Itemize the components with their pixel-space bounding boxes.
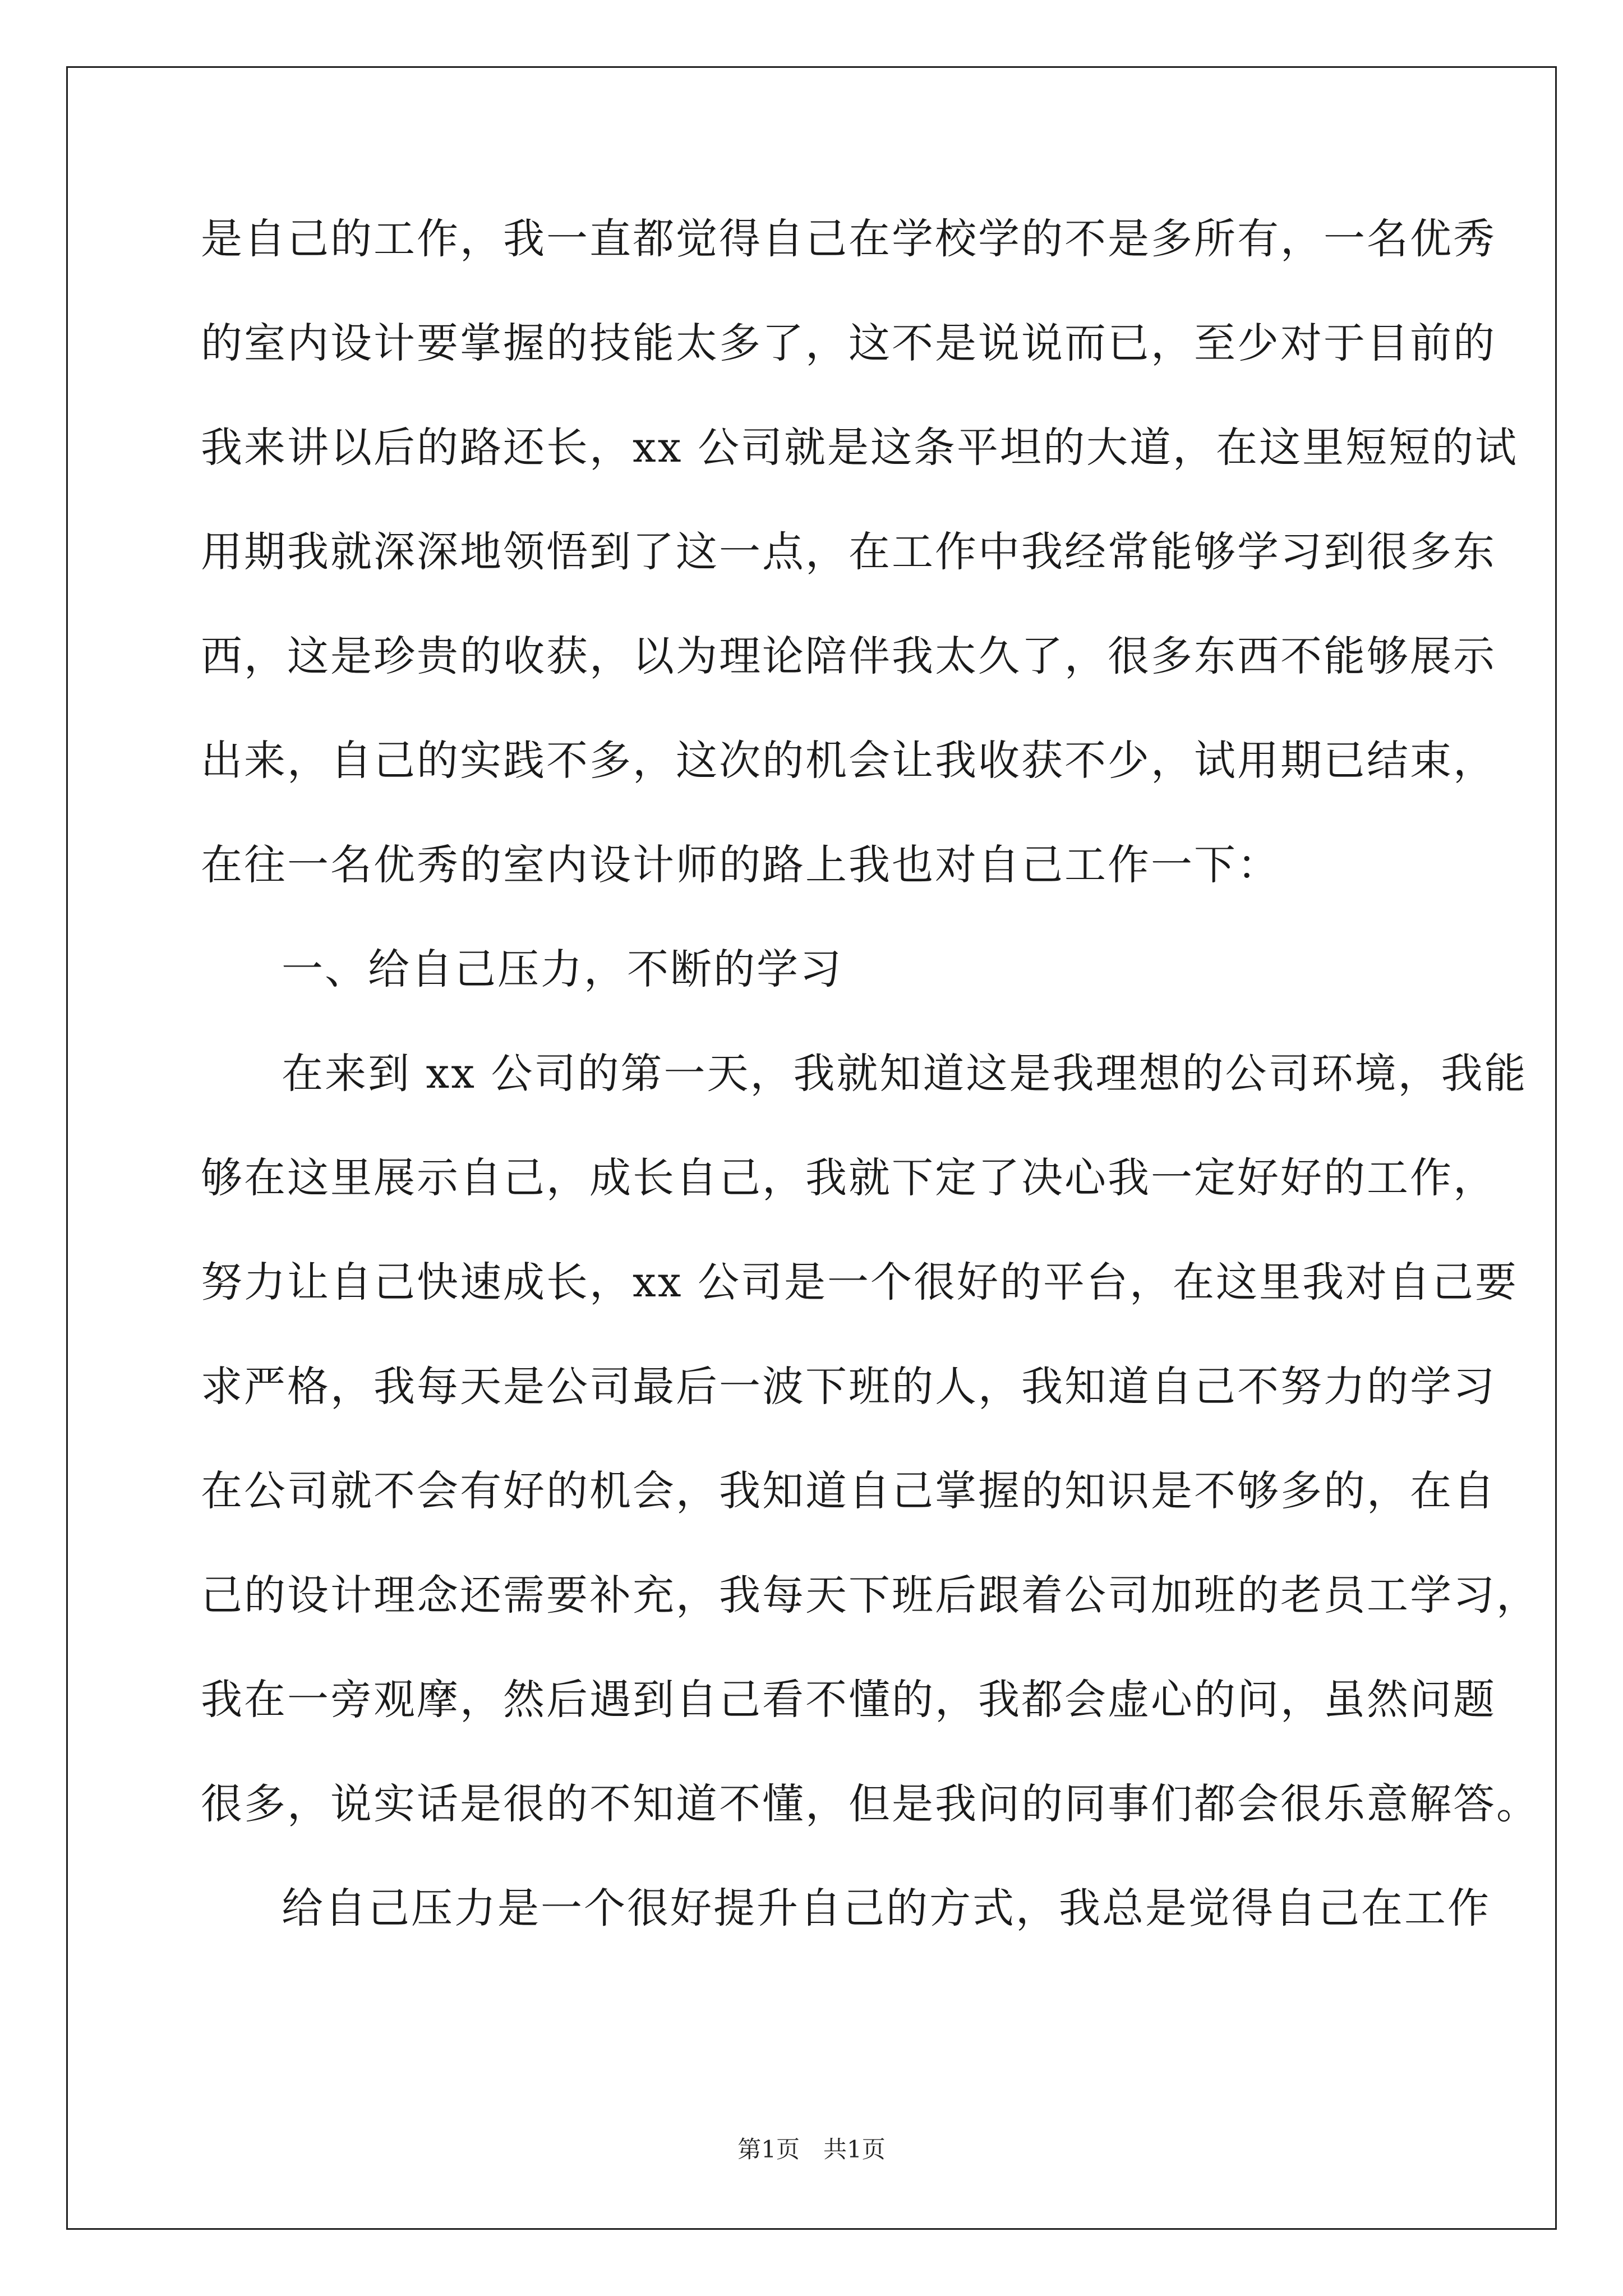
text-line: 很多，说实话是很的不知道不懂，但是我问的同事们都会很乐意解答。	[201, 1780, 1539, 1828]
text-line: 是自己的工作，我一直都觉得自己在学校学的不是多所有，一名优秀	[201, 215, 1496, 263]
text-line: 在往一名优秀的室内设计师的路上我也对自己工作一下：	[201, 841, 1280, 889]
text-line: 够在这里展示自己，成长自己，我就下定了决心我一定好好的工作，	[201, 1154, 1496, 1202]
page-number-footer: 第1页 共1页	[737, 2136, 886, 2163]
text-line: 西，这是珍贵的收获，以为理论陪伴我太久了，很多东西不能够展示	[201, 632, 1496, 680]
text-line: 努力让自己快速成长，xx 公司是一个很好的平台，在这里我对自己要	[201, 1258, 1518, 1306]
section-heading: 一、给自己压力，不断的学习	[282, 945, 843, 993]
text-line: 求严格，我每天是公司最后一波下班的人，我知道自己不努力的学习	[201, 1363, 1496, 1411]
text-line: 的室内设计要掌握的技能太多了，这不是说说而已，至少对于目前的	[201, 319, 1496, 367]
text-line: 我来讲以后的路还长，xx 公司就是这条平坦的大道，在这里短短的试	[201, 424, 1518, 472]
text-line: 在来到 xx 公司的第一天，我就知道这是我理想的公司环境，我能	[282, 1050, 1528, 1098]
text-line: 我在一旁观摩，然后遇到自己看不懂的，我都会虚心的问，虽然问题	[201, 1676, 1496, 1724]
text-line: 己的设计理念还需要补充，我每天下班后跟着公司加班的老员工学习，	[201, 1571, 1539, 1619]
text-line: 给自己压力是一个很好提升自己的方式，我总是觉得自己在工作	[282, 1884, 1491, 1932]
text-line: 用期我就深深地领悟到了这一点，在工作中我经常能够学习到很多东	[201, 528, 1496, 576]
text-line: 在公司就不会有好的机会，我知道自己掌握的知识是不够多的，在自	[201, 1467, 1496, 1515]
text-line: 出来，自己的实践不多，这次的机会让我收获不少，试用期已结束，	[201, 737, 1496, 785]
